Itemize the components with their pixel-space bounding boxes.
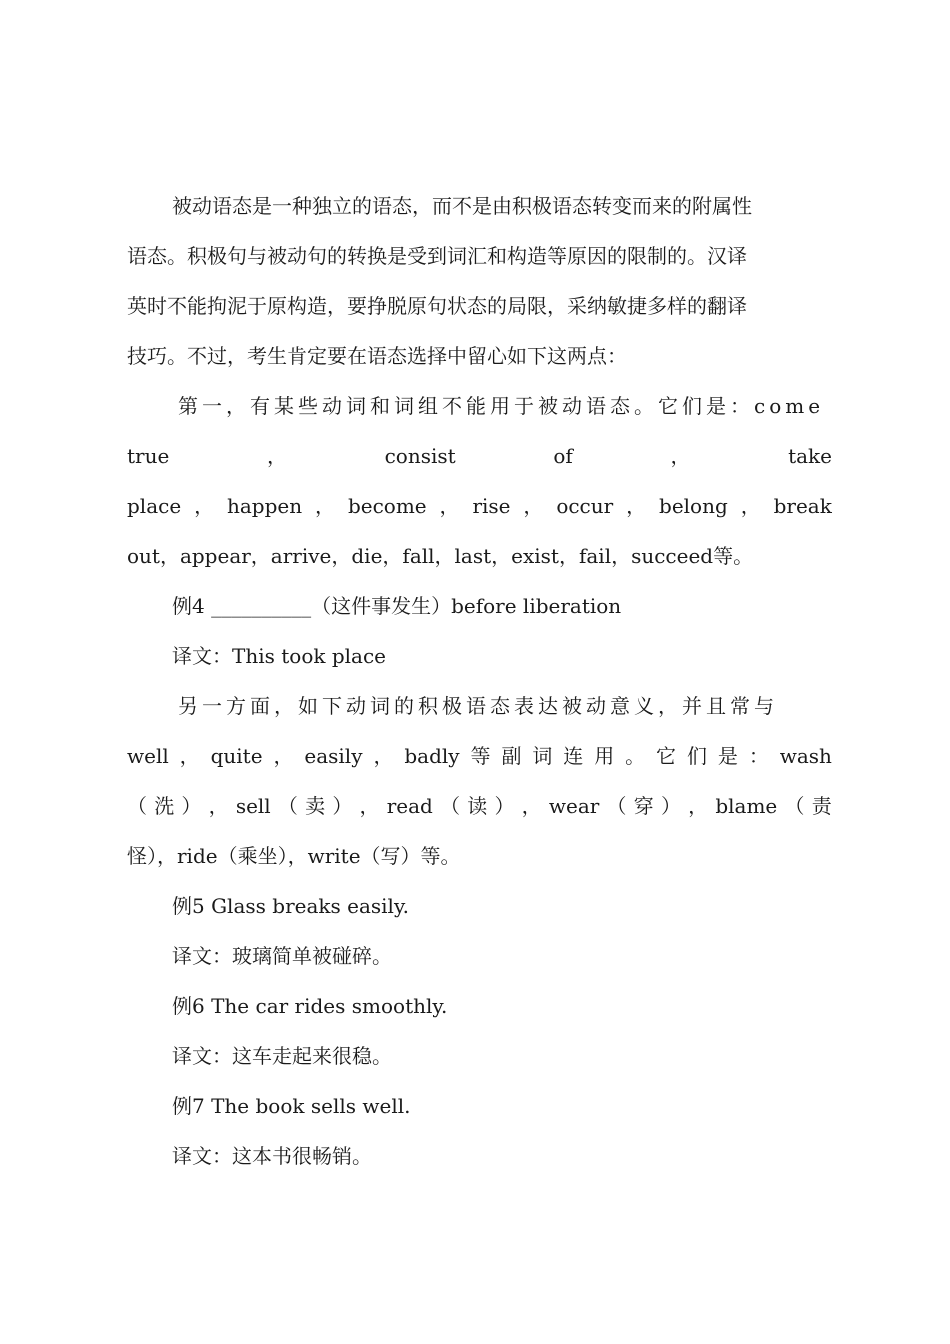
paragraph-3-line-1: 另一方面，如下动词的积极语态表达被动意义，并且常与 (178, 694, 778, 718)
word: break (773, 494, 832, 518)
word: 读 (467, 794, 488, 818)
example-6: 例6 The car rides smoothly. (172, 994, 448, 1018)
paragraph-1-line-4: 技巧。不过，考生肯定要在语态选择中留心如下这两点： (127, 344, 627, 368)
word: 连 (563, 744, 584, 768)
word: ， (273, 744, 294, 768)
word: ， (315, 494, 336, 518)
word: ， (266, 444, 287, 468)
word: happen (226, 494, 303, 518)
word: rise (472, 494, 511, 518)
word: wash (779, 744, 832, 768)
paragraph-3-line-2 (127, 738, 832, 774)
paragraph-1-line-1: 被动语态是一种独立的语态，而不是由积极语态转变而来的附属性 (172, 194, 752, 218)
word: ， (208, 794, 229, 818)
example-4: 例4 __________（这件事发生）before liberation (172, 594, 622, 618)
word: take (788, 444, 832, 468)
word: ， (373, 744, 394, 768)
word: （ (127, 794, 147, 818)
word: become (347, 494, 427, 518)
word: 。 (625, 744, 646, 768)
word: ） (660, 794, 681, 818)
paragraph-1-line-2: 语态。积极句与被动句的转换是受到词汇和构造等原因的限制的。汉译 (127, 244, 747, 268)
word: （ (440, 794, 461, 818)
paragraph-2-line-4: out，appear，arrive，die，fall，last，exist，fail，succeed等。 (127, 544, 754, 568)
word: ， (179, 744, 200, 768)
word: ： (748, 744, 769, 768)
word: ） (332, 794, 353, 818)
word: of (553, 444, 573, 468)
paragraph-2-line-1: 第一，有某些动词和词组不能用于被动语态。它们是：come (178, 394, 825, 418)
word: place (127, 494, 182, 518)
word: ） (181, 794, 202, 818)
word: 副 (501, 744, 522, 768)
example-4-translation: 译文：This took place (172, 644, 386, 668)
word: ， (194, 494, 215, 518)
paragraph-3-line-3 (127, 788, 832, 824)
word: true (127, 444, 170, 468)
word: sell (235, 794, 271, 818)
word: 是 (717, 744, 738, 768)
paragraph-3-line-4: 怪），ride（乘坐），write（写）等。 (127, 844, 461, 868)
word: 卖 (305, 794, 326, 818)
example-5-translation: 译文：玻璃简单被碰碎。 (172, 944, 392, 968)
example-6-translation: 译文：这车走起来很稳。 (172, 1044, 392, 1068)
word: 穿 (633, 794, 654, 818)
word: blame (715, 794, 778, 818)
word: ， (521, 794, 542, 818)
example-5: 例5 Glass breaks easily. (172, 894, 409, 918)
word: occur (556, 494, 614, 518)
word: ， (523, 494, 544, 518)
word: ， (439, 494, 460, 518)
word: ， (359, 794, 380, 818)
example-7: 例7 The book sells well. (172, 1094, 411, 1118)
word: ， (626, 494, 647, 518)
word: easily (304, 744, 363, 768)
word: consist (384, 444, 456, 468)
word: （ (784, 794, 805, 818)
word: （ (606, 794, 627, 818)
word: ， (670, 444, 691, 468)
word: ） (494, 794, 515, 818)
word: wear (548, 794, 600, 818)
example-7-translation: 译文：这本书很畅销。 (172, 1144, 372, 1168)
paragraph-2-line-3 (127, 488, 832, 524)
word: ， (740, 494, 761, 518)
word: well (127, 744, 169, 768)
word: 等 (470, 744, 491, 768)
word: belong (659, 494, 728, 518)
word: 用 (594, 744, 615, 768)
word: ， (688, 794, 709, 818)
paragraph-1-line-3: 英时不能拘泥于原构造，要挣脱原句状态的局限，采纳敏捷多样的翻译 (127, 294, 747, 318)
word: 词 (532, 744, 553, 768)
word: 它 (656, 744, 677, 768)
word: badly (404, 744, 460, 768)
word: read (386, 794, 433, 818)
word: 们 (686, 744, 707, 768)
paragraph-2-line-2 (127, 438, 832, 474)
word: quite (210, 744, 263, 768)
word: 责 (811, 794, 832, 818)
word: 洗 (154, 794, 175, 818)
word: （ (277, 794, 298, 818)
